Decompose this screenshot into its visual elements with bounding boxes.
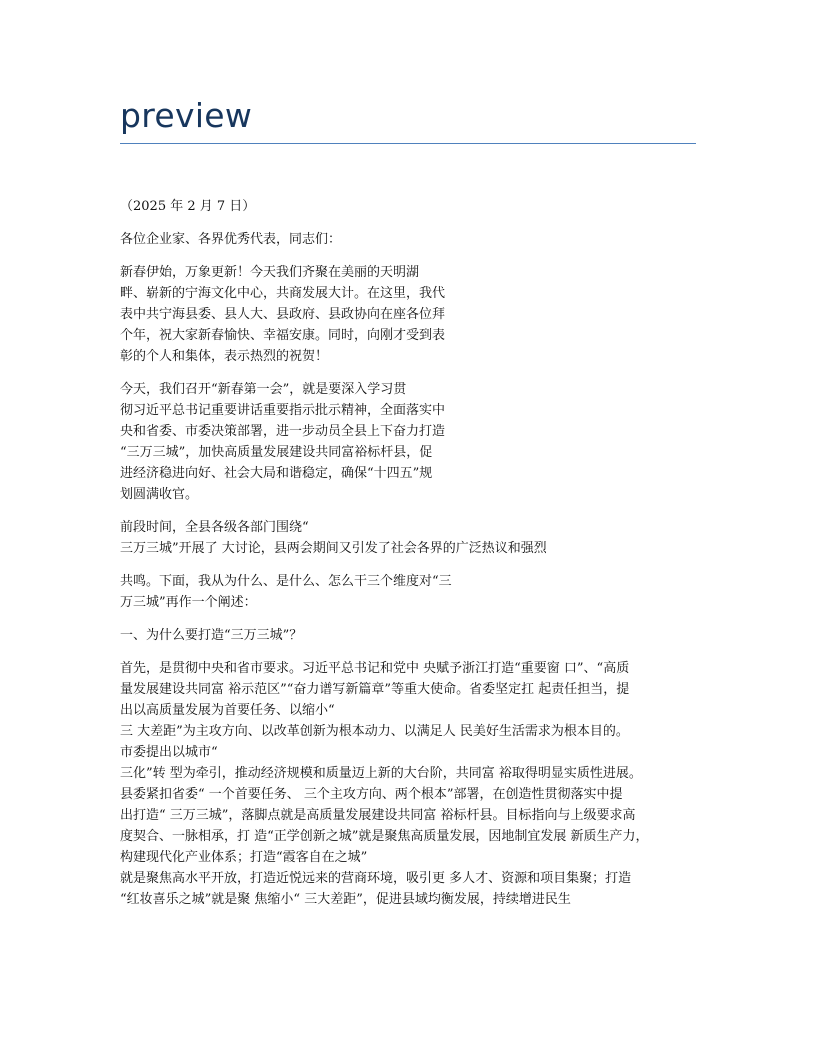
paragraph-line: 彻习近平总书记重要讲话重要指示批示精神，全面落实中 [120,403,446,418]
paragraph [120,196,700,217]
paragraph-line: 县委紧扣省委“ 一个首要任务、 三个主攻方向、两个根本”部署，在创造性贯彻落实中提 [120,787,623,802]
paragraph-line: 进经济稳进向好、社会大局和谐稳定，确保“十四五”规 [120,466,433,481]
paragraph-line: 彰的个人和集体，表示热烈的祝贺！ [120,349,329,364]
paragraph-line: 畔、崭新的宁海文化中心，共商发展大计。在这里，我代 [120,286,446,301]
paragraph [120,625,700,646]
title-divider [120,143,696,144]
document-body [120,196,700,922]
paragraph-line: 度契合、一脉相承，打 造“正学创新之城”就是聚焦高质量发展，因地制宜发展 新质生产力， [120,829,649,844]
paragraph-line: 就是聚焦高水平开放，打造近悦远来的营商环境，吸引更 多人才、资源和项目集聚；打造 [120,871,632,886]
document-title: preview [120,96,253,135]
paragraph-line: 首先，是贯彻中央和省市要求。习近平总书记和党中 央赋予浙江打造“重要窗 口”、“高质 [120,661,630,676]
paragraph-line: 市委提出以城市“ [120,745,218,760]
paragraph [120,658,700,910]
paragraph-line: 构建现代化产业体系；打造“霞客自在之城” [120,850,368,865]
paragraph-line: 出打造“ 三万三城”，落脚点就是高质量发展建设共同富 裕标杆县。目标指向与上级要求高 [120,808,636,823]
paragraph-line: （2025 年 2 月 7 日） [120,199,256,214]
paragraph-line: 量发展建设共同富 裕示范区”“奋力谱写新篇章”等重大使命。省委坚定扛 起责任担当，提 [120,682,630,697]
paragraph [120,229,700,250]
paragraph [120,517,700,559]
paragraph-line: 万三城”再作一个阐述： [120,595,257,610]
paragraph-line: 个年，祝大家新春愉快、幸福安康。同时，向刚才受到表 [120,328,446,343]
paragraph [120,379,700,505]
paragraph-line: 三化”转 型为牵引，推动经济规模和质量迈上新的大台阶，共同富 裕取得明显实质性进展。 [120,766,642,781]
paragraph-line: 前段时间，全县各级各部门围绕“ [120,520,309,535]
paragraph-line: 各位企业家、各界优秀代表，同志们： [120,232,342,247]
paragraph-line: 三 大差距”为主攻方向、以改革创新为根本动力、以满足人 民美好生活需求为根本目的。 [120,724,629,739]
paragraph-line: 央和省委、市委决策部署，进一步动员全县上下奋力打造 [120,424,446,439]
paragraph-line: 三万三城”开展了 大讨论，县两会期间又引发了社会各界的广泛热议和强烈 [120,541,547,556]
paragraph-line: 共鸣。下面，我从为什么、是什么、怎么干三个维度对“三 [120,574,452,589]
paragraph [120,571,700,613]
paragraph-line: “红妆喜乐之城”就是聚 焦缩小“ 三大差距”，促进县域均衡发展，持续增进民生 [120,892,571,907]
paragraph-line: “三万三城”，加快高质量发展建设共同富裕标杆县，促 [120,445,433,460]
paragraph-line: 表中共宁海县委、县人大、县政府、县政协向在座各位拜 [120,307,446,322]
paragraph [120,262,700,367]
paragraph-line: 一、为什么要打造“三万三城”？ [120,628,303,643]
paragraph-line: 划圆满收官。 [120,487,199,502]
paragraph-line: 出以高质量发展为首要任务、以缩小“ [120,703,335,718]
paragraph-line: 新春伊始，万象更新！今天我们齐聚在美丽的天明湖 [120,265,420,280]
paragraph-line: 今天，我们召开“新春第一会”，就是要深入学习贯 [120,382,407,397]
